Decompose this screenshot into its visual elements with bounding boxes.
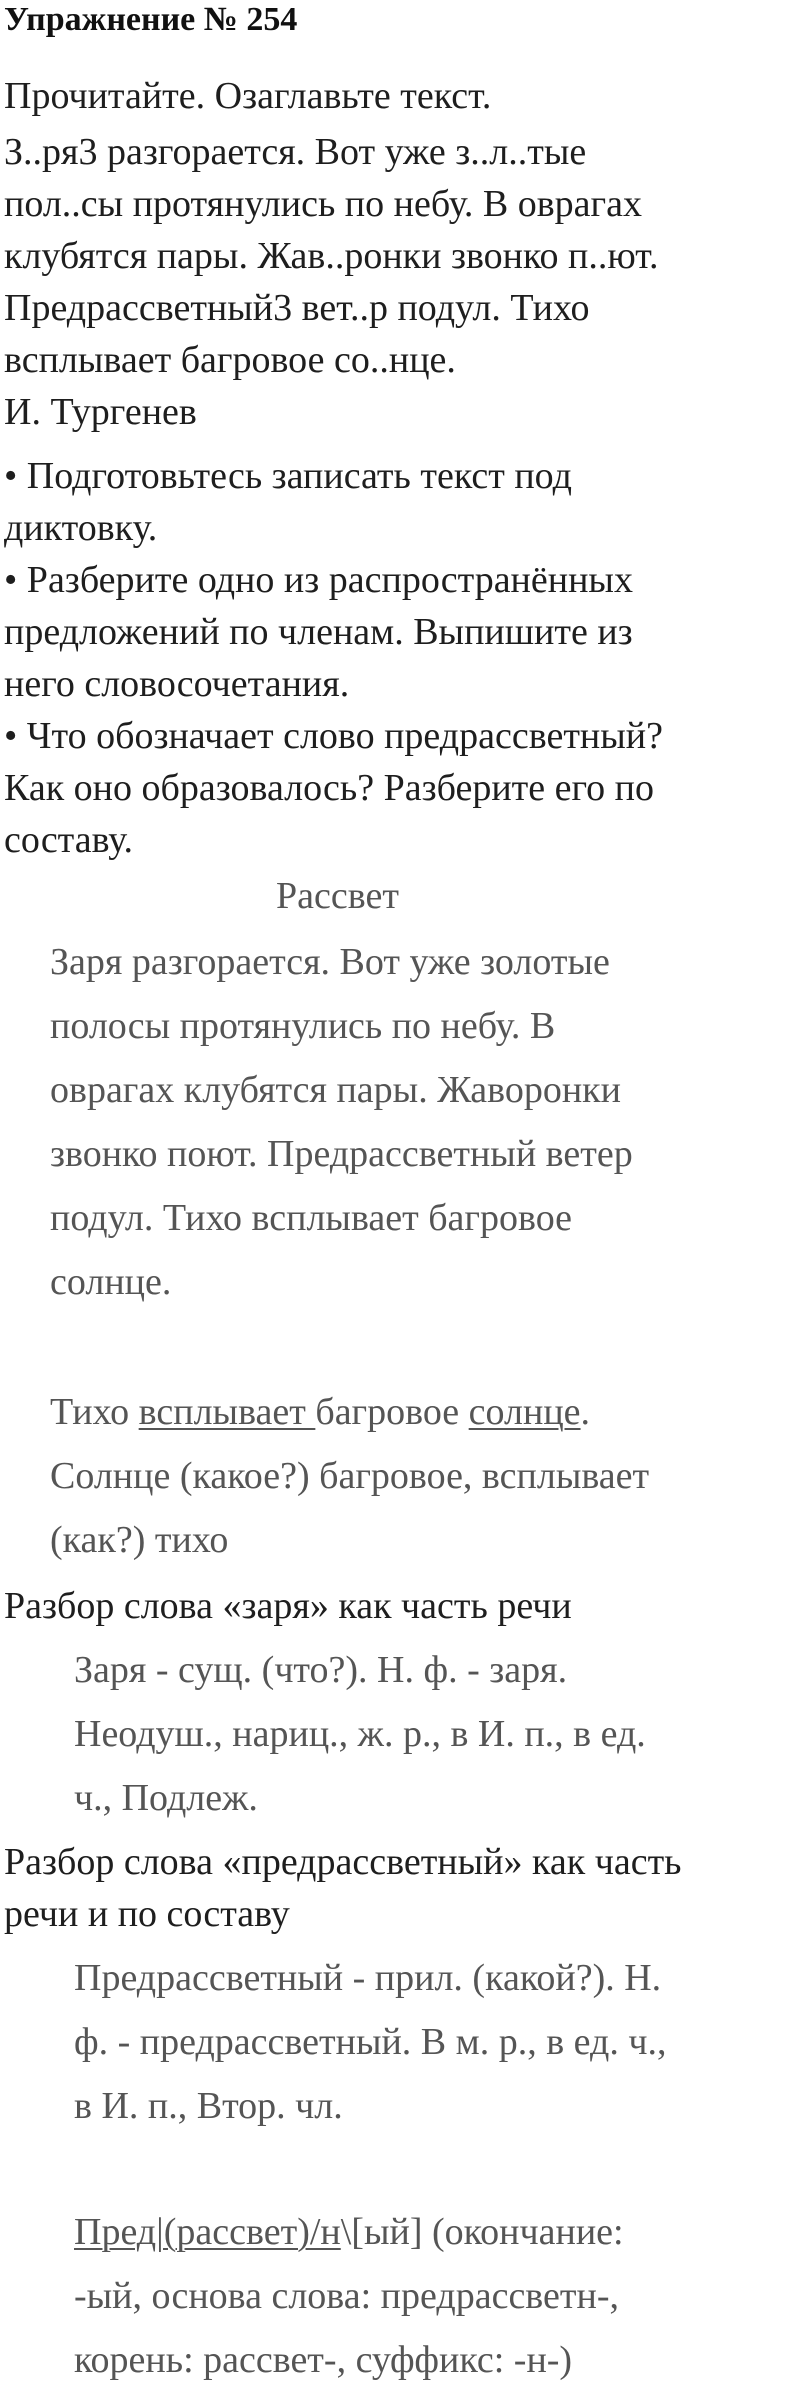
text-author: И. Тургенев (4, 391, 197, 433)
predrassvetny-heading-line: речи и по составу (4, 1893, 290, 1935)
task-line: • Что обозначает слово предрассветный? (4, 715, 663, 757)
sentence-dot: . (580, 1391, 591, 1433)
morpheme-line: корень: рассвет-, суффикс: -н-) (74, 2339, 573, 2381)
predicate-vsplyvaet: всплывает (138, 1391, 316, 1433)
predrassvetny-analysis (74, 1946, 666, 2138)
answer-line: подул. Тихо всплывает багровое (50, 1197, 573, 1239)
morpheme-analysis (74, 2200, 624, 2392)
answer-heading: Рассвет (276, 875, 399, 917)
morpheme-line (74, 2200, 624, 2264)
text-line: клубятся пары. Жав..ронки звонко п..ют. (4, 235, 659, 277)
zarya-line: Заря - сущ. (что?). Н. ф. - заря. (74, 1649, 568, 1691)
exercise-text (4, 126, 794, 438)
text-line: всплывает багровое со..нце. (4, 339, 456, 381)
zarya-heading (4, 1580, 794, 1632)
text-line: Предрассветный3 вет..р подул. Тихо (4, 287, 590, 329)
instruction-line: Прочитайте. Озаглавьте текст. (4, 75, 492, 117)
task-line: Как оно образовалось? Разберите его по (4, 767, 654, 809)
answer-line: полосы протянулись по небу. В (50, 1005, 556, 1047)
answer-line: оврагах клубятся пары. Жаворонки (50, 1069, 621, 1111)
morpheme-line: -ый, основа слова: предрассветн-, (74, 2275, 619, 2317)
predrassvetny-line: Предрассветный - прил. (какой?). Н. (74, 1957, 662, 1999)
answer-text (50, 930, 633, 1314)
zarya-line: Неодуш., нариц., ж. р., в И. п., в ед. (74, 1713, 646, 1755)
subject-solntse: солнце (468, 1391, 581, 1433)
text-line: пол..сы протянулись по небу. В оврагах (4, 183, 643, 225)
zarya-analysis (74, 1638, 646, 1830)
zarya-line: ч., Подлеж. (74, 1777, 258, 1819)
predrassvetny-line: ф. - предрассветный. В м. р., в ед. ч., (74, 2021, 667, 2063)
answer-line: солнце. (50, 1261, 172, 1303)
task-line: диктовку. (4, 507, 158, 549)
task-line: него словосочетания. (4, 663, 350, 705)
morpheme-parts: Пред|(рассвет)/н (74, 2211, 341, 2253)
sentence-analysis (50, 1380, 649, 1572)
morpheme-ending: \[ый] (окончание: (340, 2211, 624, 2253)
answer-line: Заря разгорается. Вот уже золотые (50, 941, 610, 983)
task-line: • Разберите одно из распространённых (4, 559, 633, 601)
analysis-line: Солнце (какое?) багровое, всплывает (50, 1455, 650, 1497)
answer-line: звонко поют. Предрассветный ветер (50, 1133, 633, 1175)
analysis-line: (как?) тихо (50, 1519, 229, 1561)
task-line: предложений по членам. Выпишите из (4, 611, 633, 653)
exercise-tasks (4, 450, 794, 866)
text-line: З..ря3 разгорается. Вот уже з..л..тые (4, 131, 587, 173)
analysis-line (50, 1380, 649, 1444)
task-line: составу. (4, 819, 133, 861)
task-line: • Подготовьтесь записать текст под (4, 455, 572, 497)
exercise-instruction (4, 70, 794, 122)
zarya-heading-line: Разбор слова «заря» как часть речи (4, 1585, 572, 1627)
word-bagrovoe: багровое (315, 1391, 469, 1433)
exercise-title: Упражнение № 254 (4, 1, 298, 38)
word-tikho: Тихо (50, 1391, 139, 1433)
predrassvetny-heading (4, 1836, 794, 1940)
predrassvetny-heading-line: Разбор слова «предрассветный» как часть (4, 1841, 682, 1883)
predrassvetny-line: в И. п., Втор. чл. (74, 2085, 343, 2127)
